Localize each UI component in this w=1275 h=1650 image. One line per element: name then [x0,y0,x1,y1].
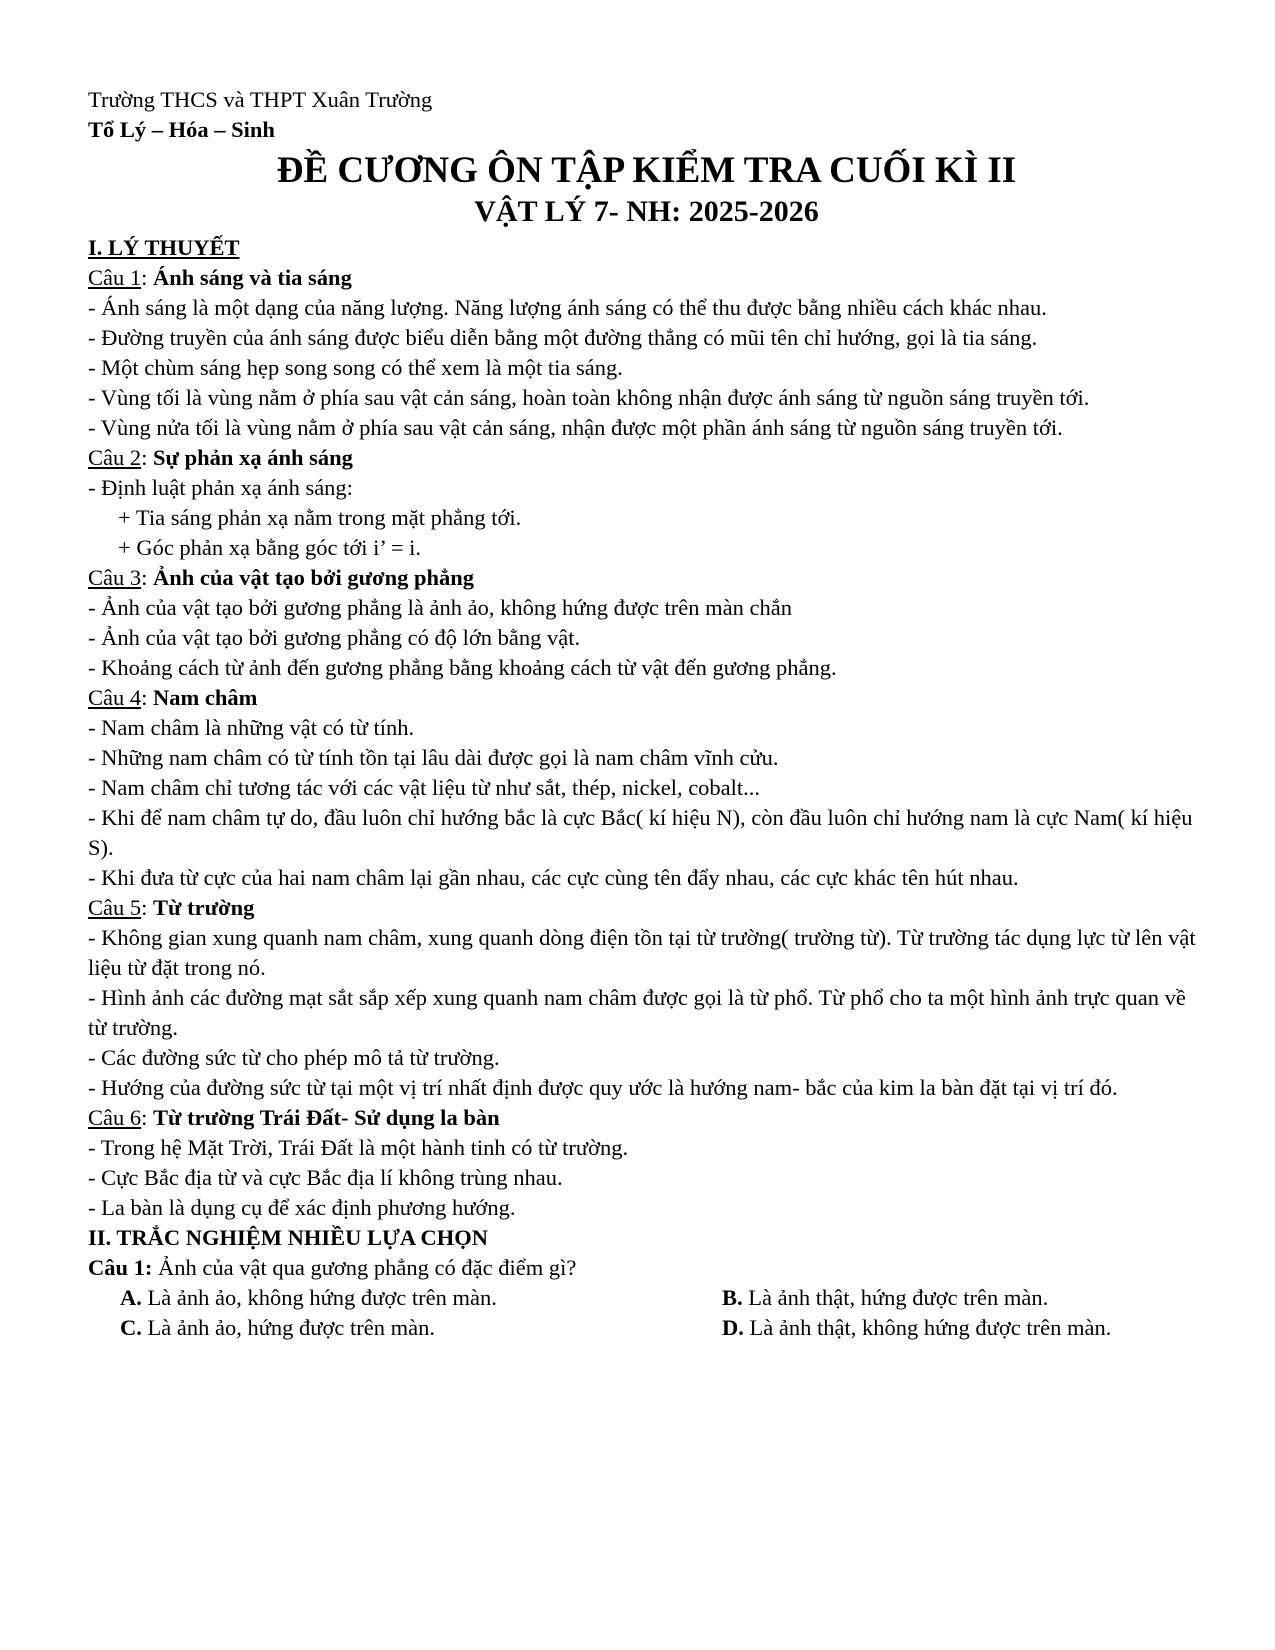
theory-question-2-heading: Câu 2: Sự phản xạ ánh sáng [88,445,353,470]
theory-line: - Đường truyền của ánh sáng được biểu diễn bằng một đường thẳng có mũi tên chỉ hướng, gọi là tia sáng. [88,325,1038,350]
theory-line: - Khi đưa từ cực của hai nam châm lại gần nhau, các cực cùng tên đẩy nhau, các cực khác tên hút nhau. [88,865,1019,890]
theory-line: - Hướng của đường sức từ tại một vị trí nhất định được quy ước là hướng nam- bắc của kim la bàn đặt tại vị trí đó. [88,1075,1118,1100]
theory-line: - Một chùm sáng hẹp song song có thể xem là một tia sáng. [88,355,623,380]
theory-line: - Ảnh của vật tạo bởi gương phẳng là ảnh ảo, không hứng được trên màn chắn [88,595,792,620]
section-mcq-heading: II. TRẮC NGHIỆM NHIỀU LỰA CHỌN [88,1225,489,1250]
question-title: Ảnh của vật tạo bởi gương phẳng [153,565,475,590]
theory-question-5-heading: Câu 5: Từ trường [88,895,255,920]
theory-line: - Nam châm chỉ tương tác với các vật liệu từ như sắt, thép, nickel, cobalt... [88,775,761,800]
question-number: Câu 2 [88,445,142,470]
question-title: Ánh sáng và tia sáng [153,265,352,290]
mcq-question-text: Ảnh của vật qua gương phẳng có đặc điểm gì? [158,1255,577,1280]
theory-question-1-heading: Câu 1: Ánh sáng và tia sáng [88,265,352,290]
theory-line: - Các đường sức từ cho phép mô tả từ trường. [88,1045,500,1070]
theory-line: - La bàn là dụng cụ để xác định phương hướng. [88,1195,516,1220]
option-label: C. [120,1315,142,1340]
theory-question-4-heading: Câu 4: Nam châm [88,685,258,710]
theory-line: - Khi để nam châm tự do, đầu luôn chỉ hướng bắc là cực Bắc( kí hiệu N), còn đầu luôn chỉ hướng nam là cực Nam( kí hiệu S). [88,805,1193,860]
theory-line: - Những nam châm có từ tính tồn tại lâu dài được gọi là nam châm vĩnh cửu. [88,745,779,770]
option-text: Là ảnh thật, không hứng được trên màn. [749,1315,1112,1340]
theory-line: - Ánh sáng là một dạng của năng lượng. Năng lượng ánh sáng có thể thu được bằng nhiều cách khác nhau. [88,295,1047,320]
section-theory-heading: I. LÝ THUYẾT [88,235,240,260]
option-label: D. [722,1315,744,1340]
question-title: Từ trường [153,895,255,920]
question-title: Nam châm [153,685,258,710]
theory-question-6-heading: Câu 6: Từ trường Trái Đất- Sử dụng la bàn [88,1105,500,1130]
department-name: Tổ Lý – Hóa – Sinh [88,117,275,142]
mcq-option-a [120,1283,722,1313]
mcq-option-b [722,1283,1205,1313]
theory-line: - Không gian xung quanh nam châm, xung quanh dòng điện tồn tại từ trường( trường từ). Từ trường tác dụng lực từ lên vật liệu từ đặt trong nó. [88,925,1196,980]
theory-line: - Nam châm là những vật có từ tính. [88,715,415,740]
option-text: Là ảnh thật, hứng được trên màn. [748,1285,1049,1310]
theory-question-3-heading: Câu 3: Ảnh của vật tạo bởi gương phẳng [88,565,475,590]
question-number: Câu 3 [88,565,142,590]
theory-line: - Trong hệ Mặt Trời, Trái Đất là một hành tinh có từ trường. [88,1135,629,1160]
option-label: A. [120,1285,142,1310]
option-text: Là ảnh ảo, không hứng được trên màn. [147,1285,497,1310]
theory-line: - Vùng nửa tối là vùng nằm ở phía sau vật cản sáng, nhận được một phần ánh sáng từ nguồn sáng truyền tới. [88,415,1063,440]
theory-line: - Vùng tối là vùng nằm ở phía sau vật cản sáng, hoàn toàn không nhận được ánh sáng từ nguồn sáng truyền tới. [88,385,1090,410]
theory-line: - Định luật phản xạ ánh sáng: [88,475,353,500]
theory-line: - Khoảng cách từ ảnh đến gương phẳng bằng khoảng cách từ vật đến gương phẳng. [88,655,837,680]
question-number: Câu 4 [88,685,142,710]
question-number: Câu 1 [88,265,142,290]
mcq-question-1 [88,1253,1205,1283]
theory-subline: + Góc phản xạ bằng góc tới i’ = i. [118,535,422,560]
page-title: ĐỀ CƯƠNG ÔN TẬP KIỂM TRA CUỐI KÌ II [276,150,1017,191]
question-number: Câu 6 [88,1105,142,1130]
mcq-options [88,1283,1205,1343]
theory-line: - Hình ảnh các đường mạt sắt sắp xếp xung quanh nam châm được gọi là từ phổ. Từ phổ cho ta một hình ảnh trực quan về từ trường. [88,985,1186,1040]
mcq-option-d [722,1313,1205,1343]
school-name: Trường THCS và THPT Xuân Trường [88,87,433,112]
question-title: Từ trường Trái Đất- Sử dụng la bàn [153,1105,500,1130]
theory-line: - Cực Bắc địa từ và cực Bắc địa lí không trùng nhau. [88,1165,563,1190]
question-title: Sự phản xạ ánh sáng [153,445,353,470]
mcq-option-c [120,1313,722,1343]
theory-subline: + Tia sáng phản xạ nằm trong mặt phẳng tới. [118,505,522,530]
option-label: B. [722,1285,743,1310]
option-text: Là ảnh ảo, hứng được trên màn. [147,1315,435,1340]
question-number: Câu 5 [88,895,142,920]
page-subtitle: VẬT LÝ 7- NH: 2025-2026 [474,195,819,228]
theory-line: - Ảnh của vật tạo bởi gương phẳng có độ lớn bằng vật. [88,625,581,650]
mcq-question-label: Câu 1: [88,1255,153,1280]
